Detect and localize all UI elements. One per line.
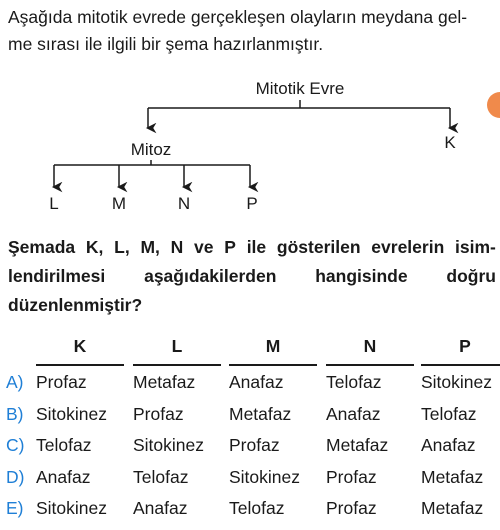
question-word: doğru	[446, 266, 496, 286]
intro-line-1: Aşağıda mitotik evrede gerçekleşen olayların meydana gel-	[8, 7, 468, 27]
root-connector	[148, 100, 450, 128]
option-cell: Profaz	[36, 372, 87, 392]
option-cell: Profaz	[326, 466, 377, 487]
leaf-label-m: M	[111, 194, 127, 213]
option-cell: Telofaz	[326, 372, 382, 392]
option-cell: Metafaz	[421, 498, 484, 518]
column-underline	[229, 364, 317, 366]
option-cell: Telofaz	[421, 403, 477, 424]
answer-table	[0, 336, 500, 528]
question-word: ve	[194, 237, 214, 257]
option-cell: Anafaz	[229, 372, 284, 392]
option-letter: C)	[6, 435, 25, 455]
question-word: N	[170, 237, 184, 257]
question-line-1	[8, 233, 496, 262]
answer-option-d[interactable]	[0, 465, 500, 497]
question-word: K,	[85, 237, 104, 257]
option-cell: Telofaz	[133, 466, 189, 487]
column-header-k: K	[73, 336, 87, 356]
option-cell: Metafaz	[326, 435, 389, 455]
option-cell: Metafaz	[133, 372, 196, 392]
column-header-m: M	[265, 336, 281, 356]
option-cell: Anafaz	[421, 435, 476, 455]
option-cell: Profaz	[133, 403, 184, 424]
column-header-p: P	[459, 336, 471, 356]
column-underline	[133, 364, 221, 366]
question-word: hangisinde	[315, 266, 408, 286]
question-line-3	[8, 291, 496, 320]
column-header-l: L	[171, 336, 183, 356]
option-cell: Anafaz	[133, 498, 188, 518]
column-underline	[326, 364, 414, 366]
leaf-label-l: L	[49, 194, 59, 213]
question-word: gösterilen	[276, 237, 361, 257]
option-cell: Sitokinez	[36, 403, 108, 424]
question-word: evrelerin	[371, 237, 445, 257]
question-word: M,	[140, 237, 160, 257]
option-cell: Metafaz	[229, 403, 292, 424]
option-letter: E)	[6, 498, 24, 518]
column-underline	[421, 364, 500, 366]
option-letter: D)	[6, 466, 25, 487]
option-cell: Sitokinez	[421, 372, 493, 392]
intro-line-2: me sırası ile ilgili bir şema hazırlanmıştır.	[8, 34, 324, 54]
k-label: K	[444, 133, 456, 152]
question-word: L,	[114, 237, 130, 257]
option-cell: Sitokinez	[36, 498, 108, 518]
answer-table-header	[0, 336, 500, 364]
question-word: isim-	[455, 237, 496, 257]
option-cell: Profaz	[326, 498, 377, 518]
option-cell: Telofaz	[229, 498, 285, 518]
question-text	[8, 233, 496, 320]
option-cell: Anafaz	[36, 466, 91, 487]
question-word: aşağıdakilerden	[144, 266, 277, 286]
leaf-label-n: N	[177, 194, 191, 213]
option-letter: A)	[6, 372, 24, 392]
column-header-n: N	[363, 336, 377, 356]
column-underline	[36, 364, 124, 366]
mitoz-connector	[54, 160, 250, 187]
question-word: lendirilmesi	[8, 266, 106, 286]
option-cell: Sitokinez	[229, 466, 301, 487]
option-cell: Metafaz	[421, 466, 484, 487]
option-cell: Sitokinez	[133, 435, 205, 455]
answer-option-a[interactable]	[0, 370, 500, 402]
option-cell: Telofaz	[36, 435, 92, 455]
question-line-3-text: düzenlenmiştir?	[8, 295, 143, 315]
root-label: Mitotik Evre	[255, 79, 345, 98]
answer-option-c[interactable]	[0, 433, 500, 465]
question-word: Şemada	[8, 237, 76, 257]
option-cell: Anafaz	[326, 403, 381, 424]
answer-option-b[interactable]	[0, 402, 500, 434]
intro-text	[8, 4, 496, 58]
question-word: P	[224, 237, 236, 257]
option-cell: Profaz	[229, 435, 280, 455]
mitoz-label: Mitoz	[130, 140, 172, 159]
mitosis-tree-diagram	[0, 70, 500, 220]
question-line-2	[8, 262, 496, 291]
question-word: ile	[246, 237, 267, 257]
option-letter: B)	[6, 403, 24, 424]
answer-option-e[interactable]	[0, 496, 500, 528]
leaf-label-p: P	[246, 194, 258, 213]
